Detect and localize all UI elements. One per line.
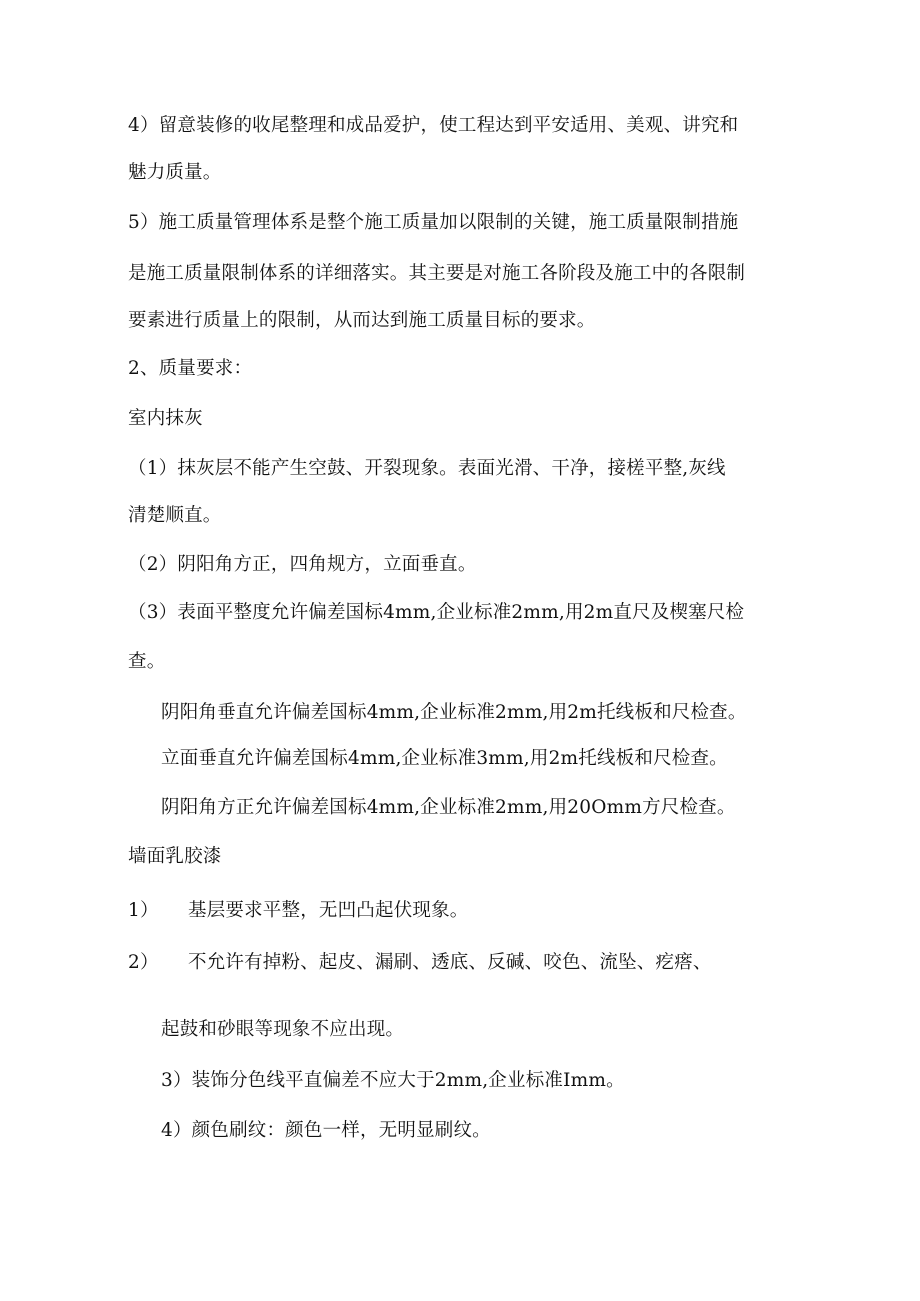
list-marker: 2） bbox=[128, 952, 159, 973]
paragraph-line: 魅力质量。 bbox=[128, 162, 222, 183]
list-item-text: 基层要求平整，无凹凸起伏现象。 bbox=[188, 900, 469, 921]
list-marker: 1） bbox=[128, 900, 159, 921]
paragraph-line: 4）留意装修的收尾整理和成品爱护，使工程达到平安适用、美观、讲究和 bbox=[128, 115, 739, 136]
list-item-text: 不允许有掉粉、起皮、漏刷、透底、反碱、咬色、流坠、疙瘩、 bbox=[188, 952, 712, 973]
indented-line: 3）装饰分色线平直偏差不应大于2mm,企业标准Imm。 bbox=[161, 1070, 625, 1091]
paragraph-line: 5）施工质量管理体系是整个施工质量加以限制的关键，施工质量限制措施 bbox=[128, 212, 739, 233]
indented-line: 阴阳角方正允许偏差国标4mm,企业标准2mm,用20Omm方尺检查。 bbox=[161, 797, 736, 818]
list-item bbox=[128, 950, 712, 976]
list-item-continuation: 起鼓和砂眼等现象不应出现。 bbox=[161, 1019, 405, 1040]
indented-line: 阴阳角垂直允许偏差国标4mm,企业标准2mm,用2m托线板和尺检查。 bbox=[161, 702, 747, 723]
list-item: （3）表面平整度允许偏差国标4mm,企业标准2mm,用2m直尺及楔塞尺检 bbox=[128, 602, 745, 623]
list-item bbox=[128, 898, 469, 924]
list-item-continuation: 清楚顺直。 bbox=[128, 505, 222, 526]
list-item: （2）阴阳角方正，四角规方，立面垂直。 bbox=[128, 554, 477, 575]
paragraph-line: 是施工质量限制体系的详细落实。其主要是对施工各阶段及施工中的各限制 bbox=[128, 263, 746, 284]
list-item-continuation: 查。 bbox=[128, 651, 166, 672]
list-item: （1）抹灰层不能产生空鼓、开裂现象。表面光滑、干净，接槎平整,灰线 bbox=[128, 458, 726, 479]
section-heading: 2、质量要求： bbox=[128, 358, 253, 379]
subsection-heading: 室内抹灰 bbox=[128, 408, 203, 429]
subsection-heading: 墙面乳胶漆 bbox=[128, 846, 222, 867]
indented-line: 立面垂直允许偏差国标4mm,企业标准3mm,用2m托线板和尺检查。 bbox=[161, 748, 728, 769]
indented-line: 4）颜色刷纹：颜色一样，无明显刷纹。 bbox=[161, 1120, 491, 1141]
paragraph-line: 要素进行质量上的限制，从而达到施工质量目标的要求。 bbox=[128, 310, 596, 331]
